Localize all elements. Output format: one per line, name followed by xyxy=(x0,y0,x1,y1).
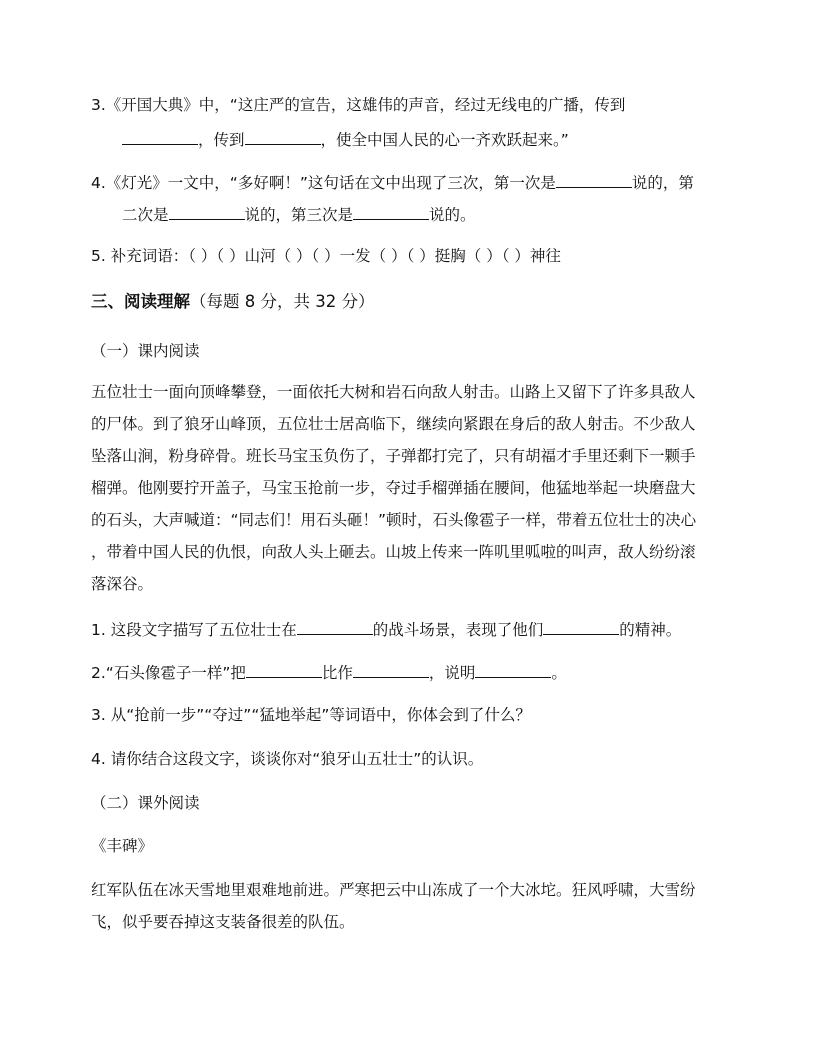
question-3-line-2: ，传到 ，使全中国人民的心一齐欢跃起来。” xyxy=(122,128,762,150)
score-note: （每题 8 分，共 32 分） xyxy=(190,292,375,311)
answer-blank[interactable] xyxy=(122,128,198,145)
answer-blank[interactable] xyxy=(246,661,322,678)
answer-blank[interactable] xyxy=(475,661,551,678)
passage-line: 的尸体。到了狼牙山峰顶，五位壮士居高临下，继续向紧跟在身后的敌人射击。不少敌人 xyxy=(91,415,696,433)
question-4-line-1: 4.《灯光》一文中，“多好啊！”这句话在文中出现了三次，第一次是 说的，第 xyxy=(91,171,731,193)
passage-line: ，带着中国人民的仇恨，向敌人头上砸去。山坡上传来一阵叽里呱啦的叫声，敌人纷纷滚 xyxy=(91,543,696,561)
answer-blank[interactable] xyxy=(245,128,321,145)
question-4-line-2: 二次是 说的，第三次是 说的。 xyxy=(122,203,762,225)
section-title: 三、阅读理解 xyxy=(91,292,190,311)
section-3-heading xyxy=(91,292,731,312)
reading-question-3: 3. 从“抢前一步”“夺过”“猛地举起”等词语中，你体会到了什么？ xyxy=(91,706,531,724)
reading-question-4: 4. 请你结合这段文字，谈谈你对“狼牙山五壮士”的认识。 xyxy=(91,750,484,768)
answer-blank[interactable] xyxy=(353,661,429,678)
passage-line: 红军队伍在冰天雪地里艰难地前进。严寒把云中山冻成了一个大冰坨。狂风呼啸，大雪纷 xyxy=(91,881,696,899)
passage-line: 五位壮士一面向顶峰攀登，一面依托大树和岩石向敌人射击。山路上又留下了许多具敌人 xyxy=(91,383,696,401)
article-title: 《丰碑》 xyxy=(91,837,154,855)
passage-line: 榴弹。他刚要拧开盖子，马宝玉抢前一步，夺过手榴弹插在腰间，他猛地举起一块磨盘大 xyxy=(91,479,696,497)
reading-question-1: 1. 这段文字描写了五位壮士在 的战斗场景，表现了他们 的精神。 xyxy=(91,618,731,640)
answer-blank[interactable] xyxy=(169,203,245,220)
answer-blank[interactable] xyxy=(556,171,632,188)
answer-blank[interactable] xyxy=(297,618,373,635)
answer-blank[interactable] xyxy=(543,618,619,635)
part-2-label: （二）课外阅读 xyxy=(91,794,200,812)
passage-line: 的石头，大声喊道：“同志们！用石头砸！”顿时，石头像雹子一样，带着五位壮士的决心 xyxy=(91,511,697,529)
passage-line: 落深谷。 xyxy=(91,575,154,593)
part-1-label: （一）课内阅读 xyxy=(91,342,200,360)
reading-question-2: 2.“石头像雹子一样”把 比作 ，说明 。 xyxy=(91,661,731,683)
passage-line: 坠落山涧，粉身碎骨。班长马宝玉负伤了，子弹都打完了，只有胡福才手里还剩下一颗手 xyxy=(91,447,696,465)
passage-line: 飞，似乎要吞掉这支装备很差的队伍。 xyxy=(91,913,355,931)
question-3-line-1: 3.《开国大典》中，“这庄严的宣告，这雄伟的声音，经过无线电的广播，传到 xyxy=(91,96,626,114)
answer-blank[interactable] xyxy=(353,203,429,220)
question-5: 5. 补充词语：（ ）（ ）山河（ ）（ ）一发（ ）（ ）挺胸（ ）（ ）神往 xyxy=(91,247,561,265)
